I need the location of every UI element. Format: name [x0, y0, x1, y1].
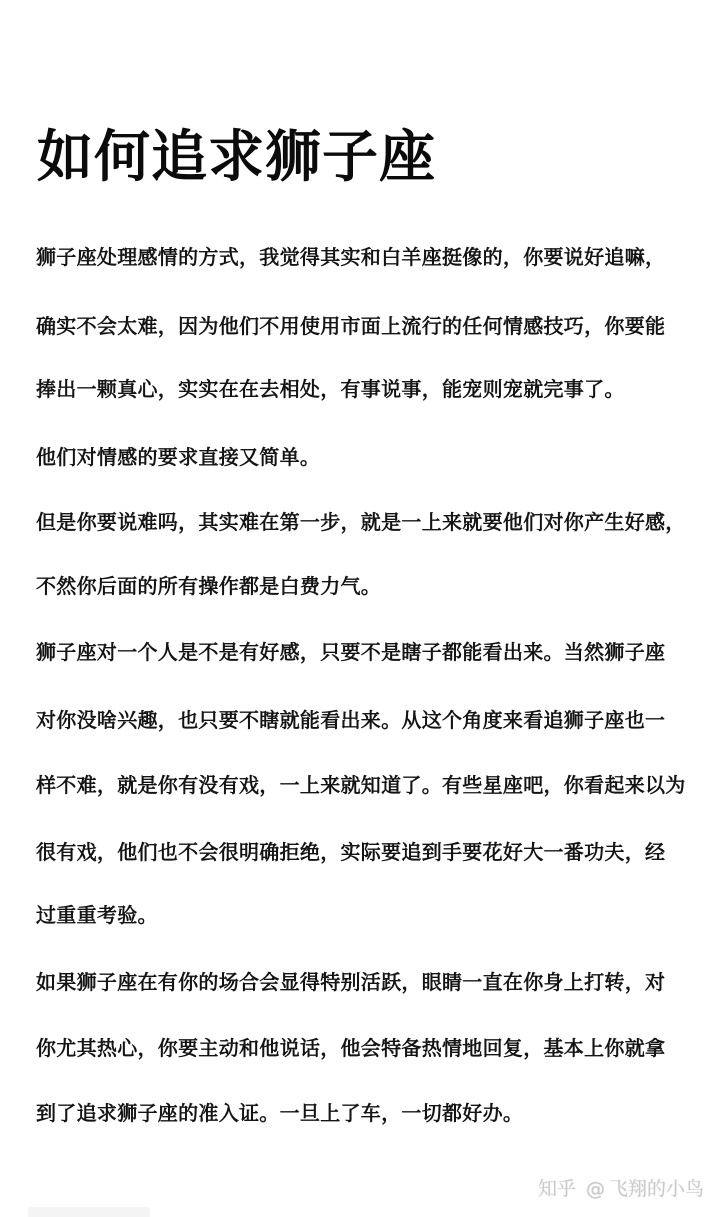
article-title: 如何追求狮子座 [37, 125, 436, 190]
watermark-author: 飞翔的小鸟 [608, 1178, 704, 1200]
paragraph-line: 样不难，就是你有没有戏，一上来就知道了。有些星座吧，你看起来以为 [36, 773, 686, 797]
paragraph-line: 他们对情感的要求直接又简单。 [36, 445, 321, 469]
cropped-bottom-element [28, 1207, 150, 1217]
paragraph-line: 很有戏，他们也不会很明确拒绝，实际要追到手要花好大一番功夫，经 [36, 840, 666, 864]
paragraph-line: 狮子座处理感情的方式，我觉得其实和白羊座挺像的，你要说好追嘛， [36, 245, 666, 269]
paragraph-line: 但是你要说难吗，其实难在第一步，就是一上来就要他们对你产生好感， [36, 510, 686, 534]
zhihu-watermark [538, 1176, 704, 1202]
watermark-site: 知乎 [537, 1178, 576, 1200]
paragraph-line: 捧出一颗真心，实实在在去相处，有事说事，能宠则宠就完事了。 [36, 377, 625, 401]
paragraph-line: 不然你后面的所有操作都是白费力气。 [36, 574, 382, 598]
paragraph-line: 如果狮子座在有你的场合会显得特别活跃，眼睛一直在你身上打转，对 [36, 970, 666, 994]
paragraph-line: 对你没啥兴趣，也只要不瞎就能看出来。从这个角度来看追狮子座也一 [36, 708, 666, 732]
paragraph-line: 确实不会太难，因为他们不用使用市面上流行的任何情感技巧，你要能 [36, 314, 666, 338]
paragraph-line: 到了追求狮子座的准入证。一旦上了车，一切都好办。 [36, 1101, 524, 1125]
paragraph-line: 你尤其热心，你要主动和他说话，他会特备热情地回复，基本上你就拿 [36, 1036, 666, 1060]
watermark-at: @ [585, 1178, 605, 1200]
paragraph-line: 狮子座对一个人是不是有好感，只要不是瞎子都能看出来。当然狮子座 [36, 640, 666, 664]
paragraph-line: 过重重考验。 [36, 903, 158, 927]
